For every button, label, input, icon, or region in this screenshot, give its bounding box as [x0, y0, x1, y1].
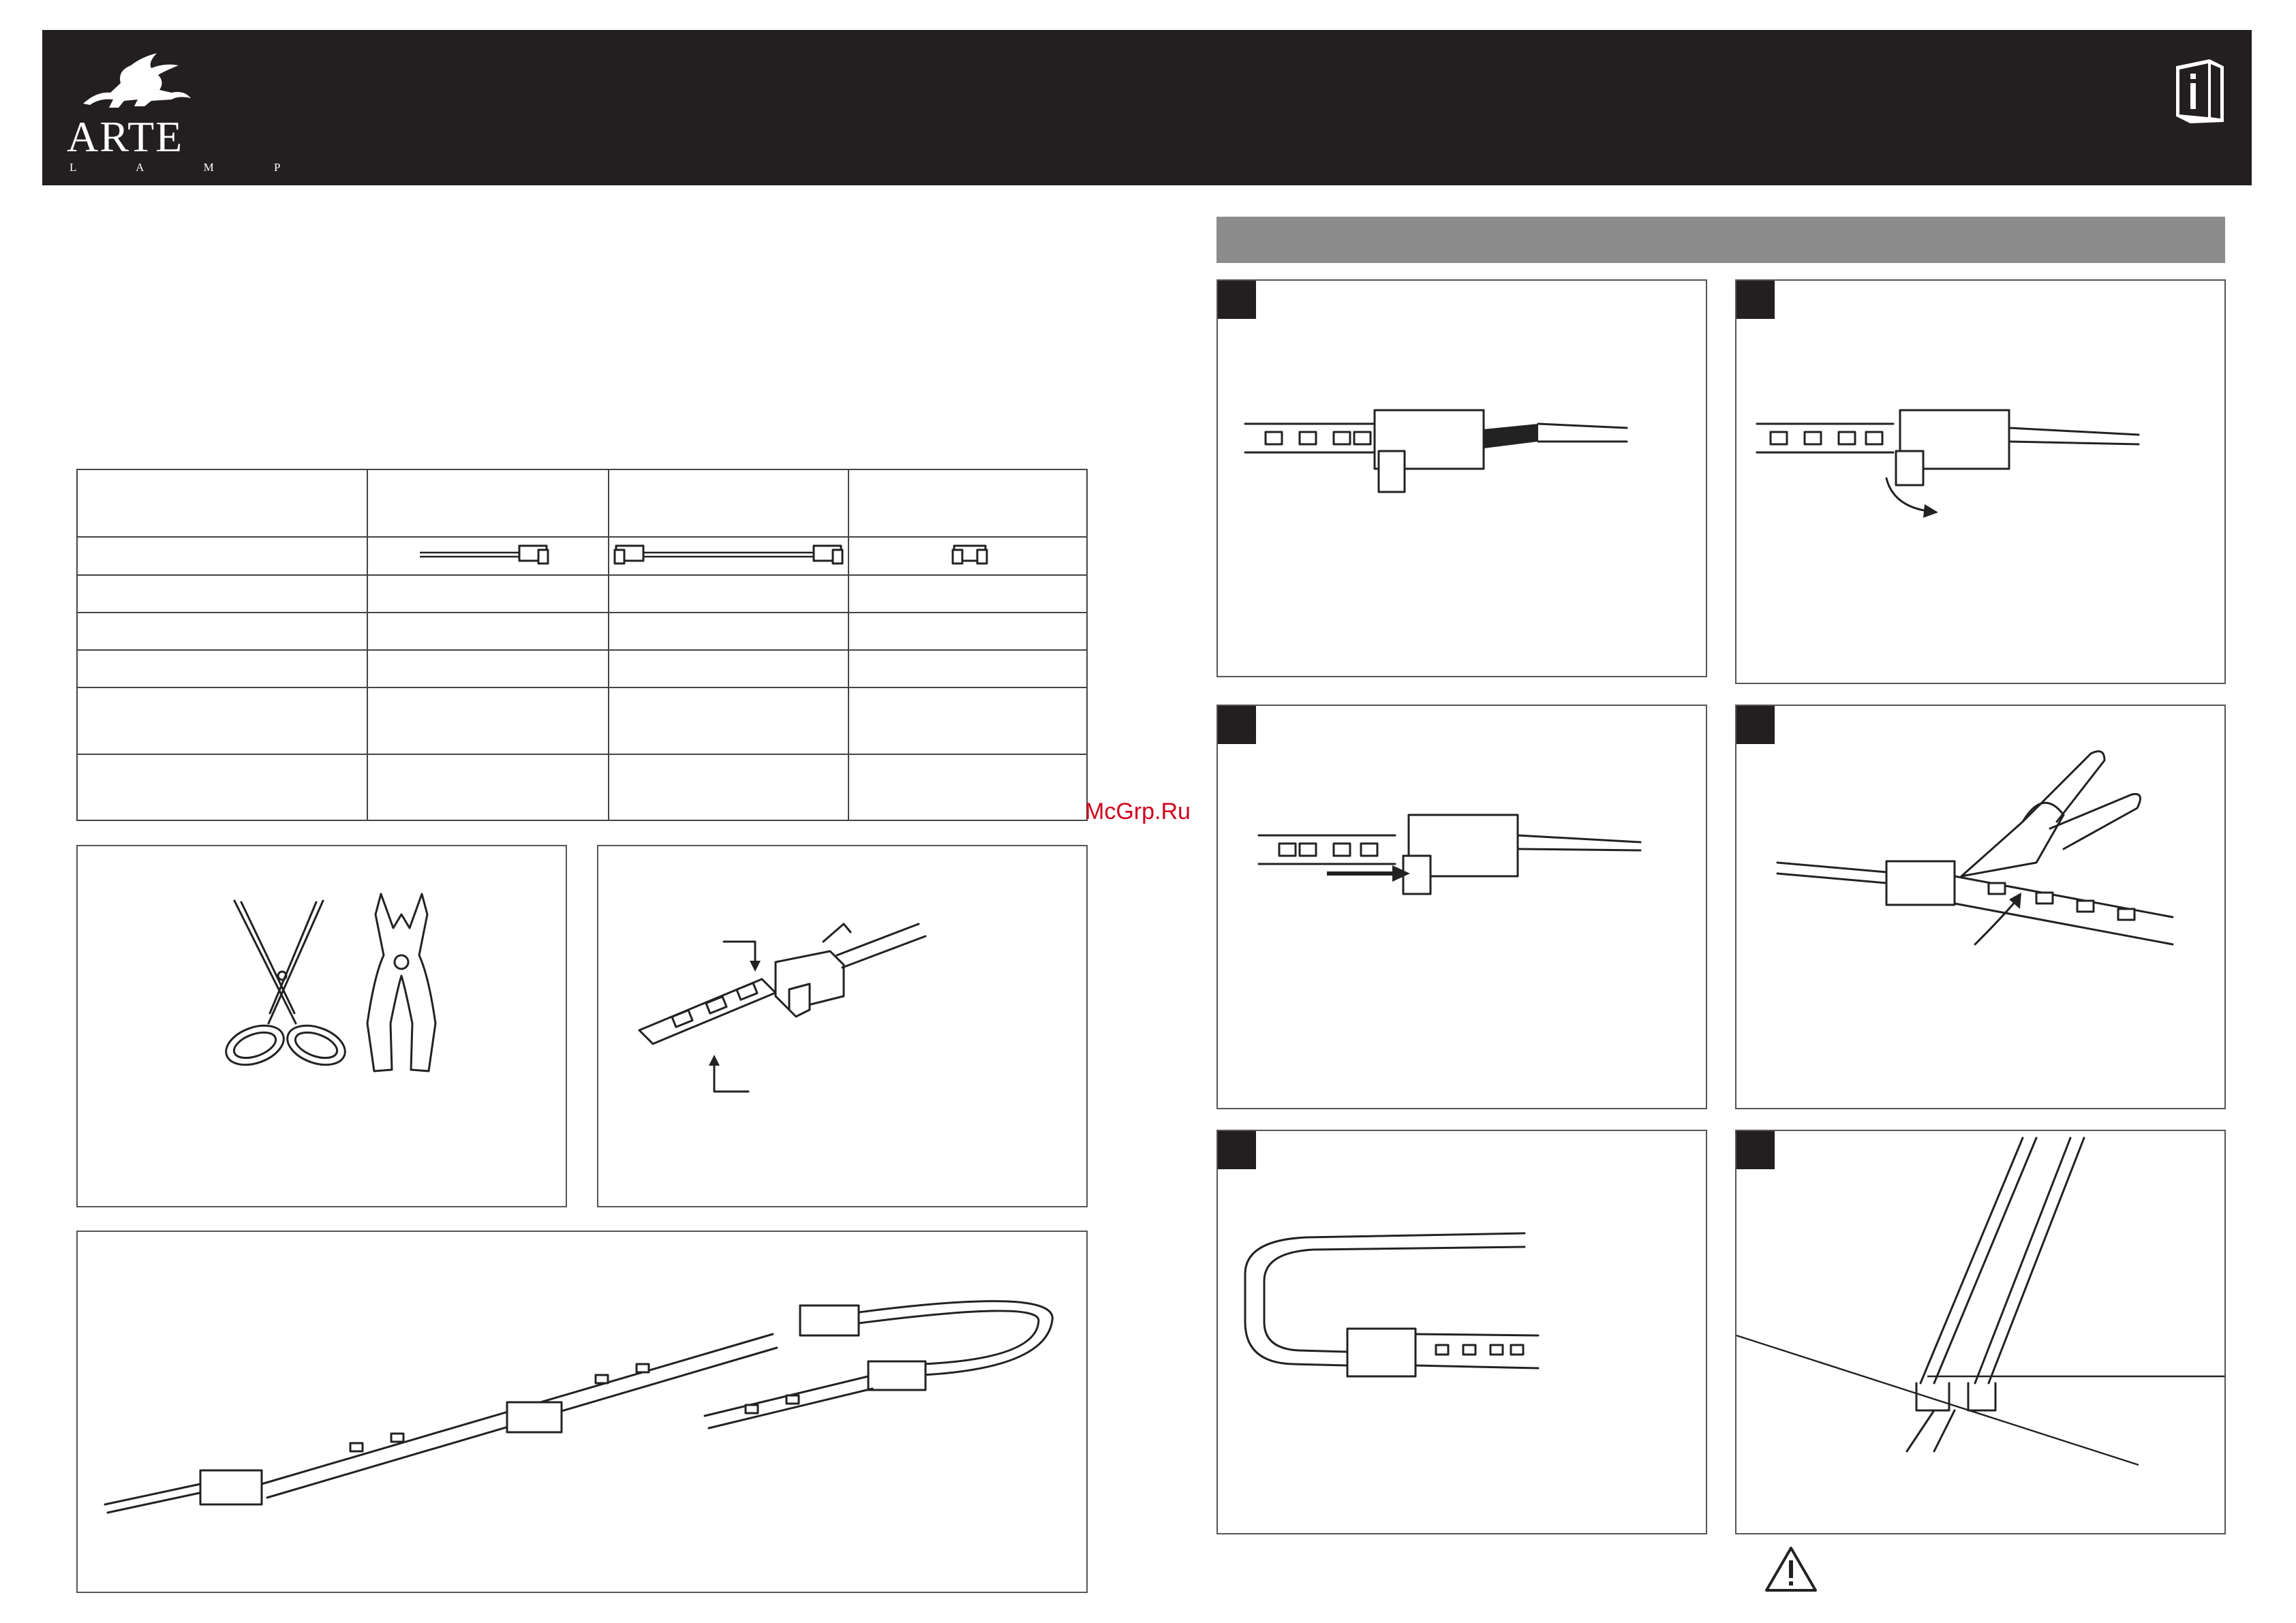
table-row — [77, 537, 1087, 574]
step-number-badge — [1218, 706, 1256, 744]
scissors-icon — [214, 894, 350, 1071]
step-4-illustration — [1777, 747, 2214, 978]
step-panel-2 — [1735, 279, 2226, 684]
double-connector-icon — [613, 540, 845, 568]
step-3-illustration — [1259, 808, 1695, 931]
header-bar — [42, 30, 2252, 185]
step-number-badge — [1218, 1131, 1256, 1169]
connector-detail-panel — [597, 845, 1088, 1207]
step-2-illustration — [1757, 397, 2193, 519]
table-row — [77, 754, 1087, 820]
strip-joiner-icon — [950, 540, 991, 568]
step-panel-6 — [1735, 1130, 2226, 1534]
step-panel-5 — [1216, 1130, 1707, 1534]
table-row — [77, 469, 1087, 537]
step-5-illustration — [1238, 1220, 1674, 1397]
table-row — [77, 613, 1087, 650]
table-row — [77, 687, 1087, 754]
brand-name: ARTE — [67, 112, 184, 161]
watermark-text: McGrp.Ru — [1085, 799, 1191, 824]
step-panel-1 — [1216, 279, 1707, 677]
step-panel-3 — [1216, 705, 1707, 1109]
step-number-badge — [1218, 281, 1256, 319]
step-1-illustration — [1245, 397, 1681, 499]
table-row — [77, 575, 1087, 613]
step-number-badge — [1736, 706, 1775, 744]
spec-table — [76, 469, 1088, 821]
pliers-icon — [354, 887, 449, 1078]
step-panel-4 — [1735, 705, 2226, 1109]
step-number-badge — [1736, 281, 1775, 319]
brand-subtitle: L A M P — [70, 161, 309, 174]
instructions-title-bar — [1216, 217, 2225, 263]
manual-info-icon — [2173, 57, 2227, 125]
strip-overview-illustration — [91, 1259, 1073, 1579]
griffin-logo-icon — [70, 50, 199, 112]
connector-clip-illustration — [632, 908, 1055, 1112]
step-6-illustration — [1736, 1131, 2224, 1533]
warning-triangle-icon — [1764, 1545, 1818, 1593]
tools-panel — [76, 845, 567, 1207]
overview-panel — [76, 1231, 1088, 1593]
single-connector-icon — [417, 540, 567, 568]
table-row — [77, 650, 1087, 687]
